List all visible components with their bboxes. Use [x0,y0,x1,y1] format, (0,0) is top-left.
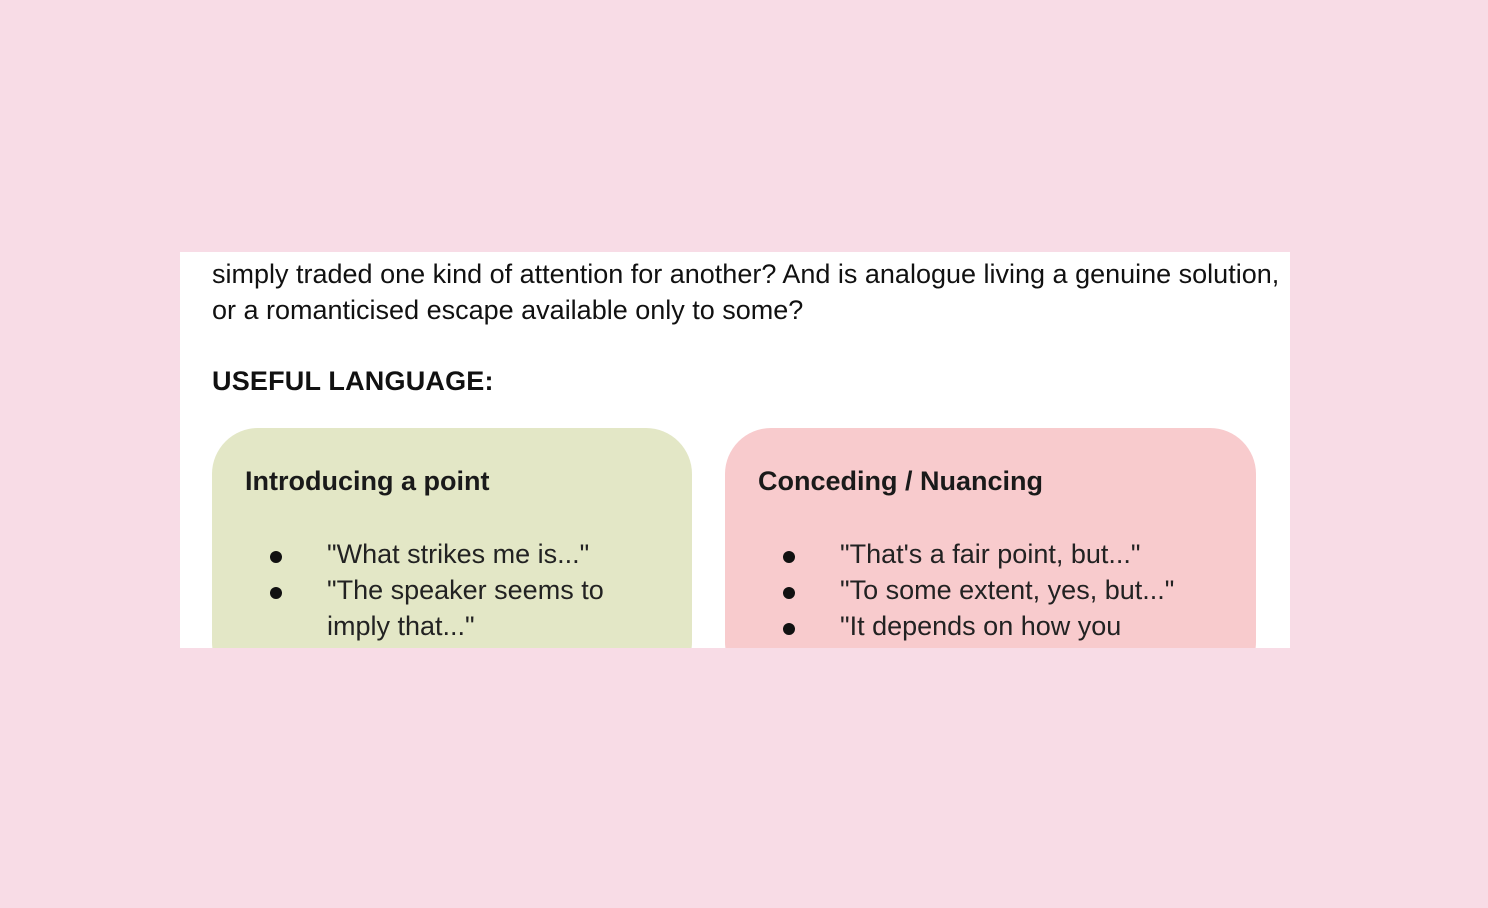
phrase-text: "What strikes me is..." [327,539,590,569]
body-paragraph: simply traded one kind of attention for another? And is analogue living a genuine solution, or a romanticised escape available only to some? [212,259,1280,325]
card-title: Conceding / Nuancing [758,466,1044,496]
bullet-icon [270,587,282,599]
phrase-list [725,536,1256,644]
bullet-icon [783,623,795,635]
useful-language-heading: USEFUL LANGUAGE: [212,366,494,396]
bullet-icon [270,551,282,563]
phrase-text: "That's a fair point, but..." [840,539,1141,569]
bullet-icon [783,587,795,599]
list-item [725,608,1256,644]
phrase-text: "The speaker seems to imply that..." [327,575,604,641]
conceding-nuancing-card [725,428,1256,648]
phrase-text: "It depends on how you [840,611,1122,641]
list-item [725,572,1256,608]
list-item [212,536,692,572]
phrase-text: "To some extent, yes, but..." [840,575,1175,605]
list-item [725,536,1256,572]
phrase-list [212,536,692,644]
bullet-icon [783,551,795,563]
document-excerpt [180,252,1290,648]
introducing-point-card [212,428,692,648]
card-title: Introducing a point [245,466,490,496]
list-item [212,572,692,644]
